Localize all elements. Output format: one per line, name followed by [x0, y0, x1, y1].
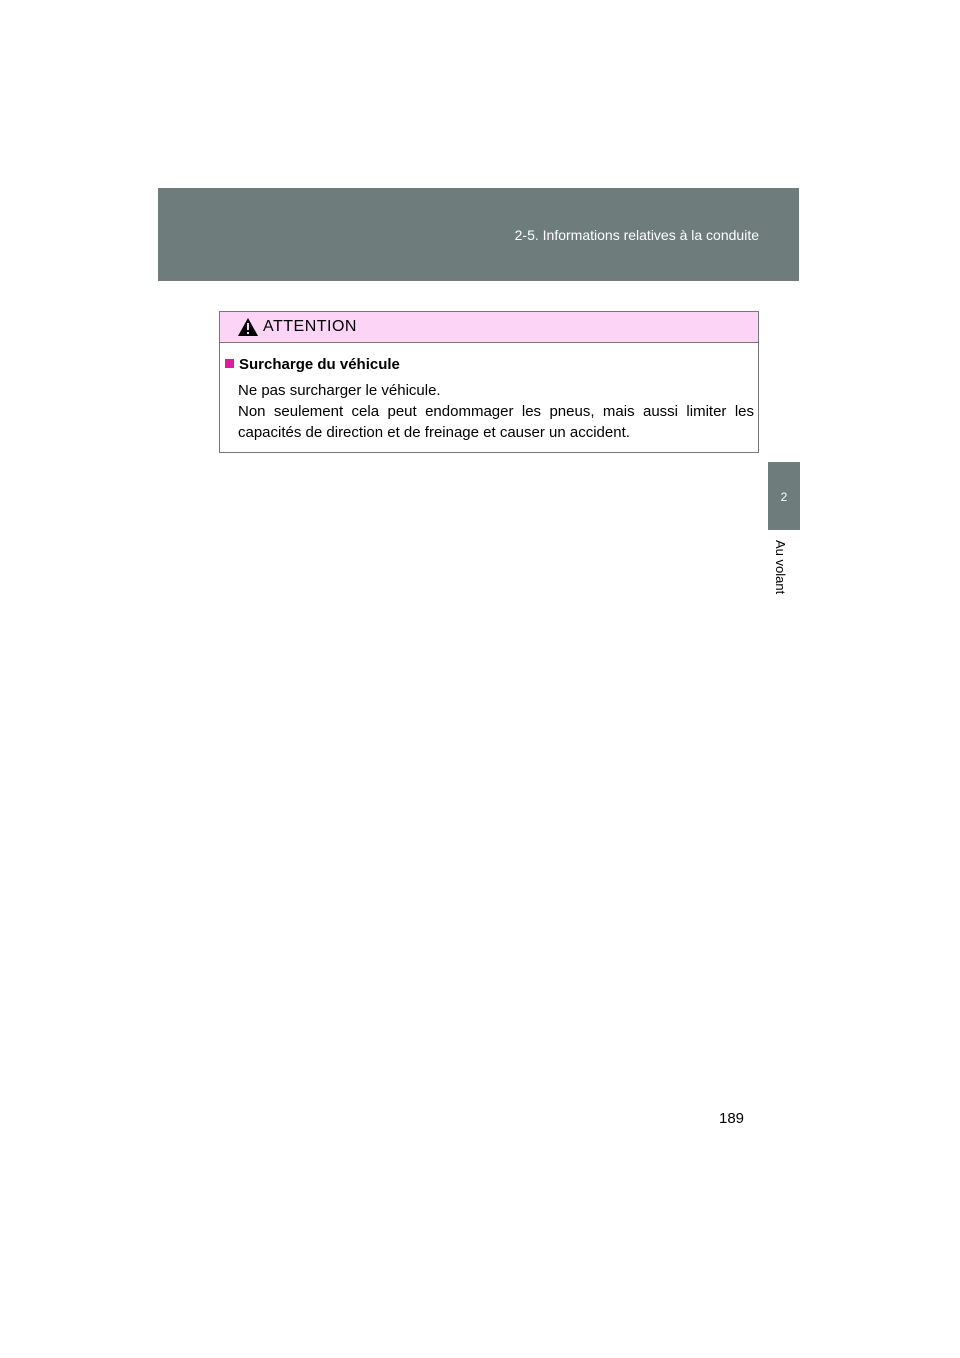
- warning-heading: ATTENTION: [263, 318, 357, 335]
- warning-header: [220, 312, 758, 343]
- chapter-number: 2: [780, 490, 788, 504]
- header-band: [158, 188, 799, 281]
- section-header-title: 2-5. Informations relatives à la conduite: [514, 227, 759, 243]
- chapter-label: Au volant: [773, 540, 788, 595]
- warning-section-title: [225, 356, 400, 373]
- warning-line: Ne pas surcharger le véhicule.: [238, 382, 441, 399]
- square-bullet-icon: [225, 359, 234, 368]
- chapter-tab: [768, 462, 800, 530]
- warning-triangle-icon: [237, 317, 259, 337]
- warning-line: Non seulement cela peut endommager les pneus, mais aussi limiter les: [238, 403, 754, 420]
- warning-box: [219, 311, 759, 453]
- warning-section-label: Surcharge du véhicule: [239, 356, 400, 373]
- page-number: 189: [719, 1110, 745, 1127]
- warning-line: capacités de direction et de freinage et causer un accident.: [238, 424, 630, 441]
- warning-body: [238, 380, 754, 443]
